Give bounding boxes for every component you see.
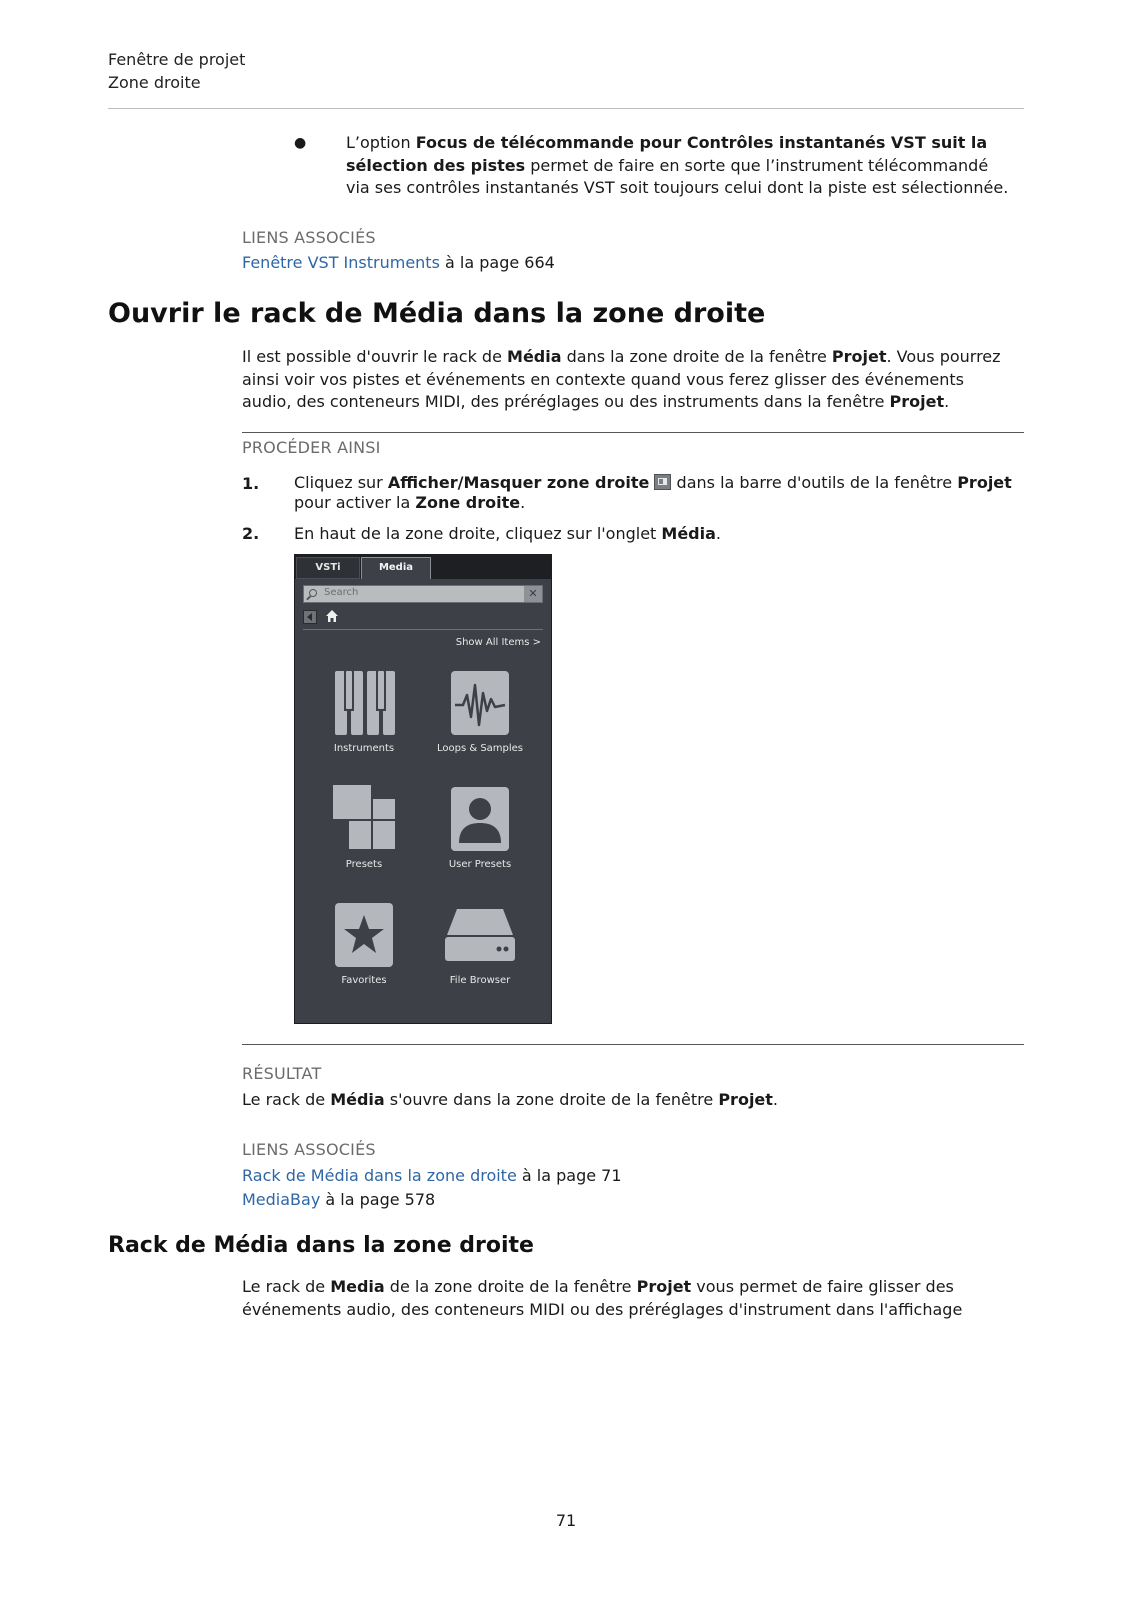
related-link-row: MediaBay à la page 578 <box>242 1190 436 1209</box>
tile-label: File Browser <box>449 975 511 986</box>
tile-user-presets[interactable] <box>425 783 535 870</box>
link-media-rack[interactable]: Rack de Média dans la zone droite <box>242 1166 517 1185</box>
tile-favorites[interactable] <box>309 899 419 986</box>
drive-icon <box>425 899 535 971</box>
rack-search-input[interactable]: Search ✕ <box>303 585 543 603</box>
subsection-text: Le rack de Media de la zone droite de la fenêtre Projet vous permet de faire glisser des événements audio, des conteneurs MIDI ou des préréglages d'instrument dans l'affichage <box>242 1277 963 1319</box>
bullet-dot: ● <box>294 135 307 151</box>
related-link-row: Rack de Média dans la zone droite à la page 71 <box>242 1166 622 1185</box>
step-number: 1. <box>242 474 260 493</box>
page-number: 71 <box>555 1511 577 1530</box>
step-number: 2. <box>242 524 260 543</box>
header-rule <box>108 108 1024 109</box>
related-links-label: LIENS ASSOCIÉS <box>242 228 376 247</box>
section-intro: Il est possible d'ouvrir le rack de Média dans la zone droite de la fenêtre Projet. Vous pourrez ainsi voir vos pistes et événements en contexte quand vous ferez glisser des événements audio, des conteneurs MIDI, des préréglages ou des instruments dans la fenêtre Projet. <box>242 347 1001 411</box>
tile-label: User Presets <box>448 859 512 870</box>
home-icon[interactable] <box>325 609 339 623</box>
result-label: RÉSULTAT <box>242 1064 322 1083</box>
tile-label: Favorites <box>341 975 387 986</box>
tile-file-browser[interactable] <box>425 899 535 986</box>
tab-vsti[interactable]: VSTi <box>296 557 360 579</box>
step-1-text: Cliquez sur Afficher/Masquer zone droite dans la barre d'outils de la fenêtre Projet pour activer la Zone droite. <box>294 473 1012 512</box>
step-2-text: En haut de la zone droite, cliquez sur l'onglet Média. <box>294 524 722 543</box>
link-vst-instruments[interactable]: Fenêtre VST Instruments <box>242 253 440 272</box>
user-icon <box>425 783 535 855</box>
section-title: Ouvrir le rack de Média dans la zone droite <box>108 298 766 329</box>
tile-label: Presets <box>345 859 383 870</box>
running-header-chapter: Fenêtre de projet <box>108 50 246 69</box>
show-all-items-link[interactable]: Show All Items > <box>455 637 541 648</box>
clear-search-icon[interactable]: ✕ <box>524 586 542 602</box>
procedure-rule <box>242 432 1024 433</box>
rack-tab-bar <box>295 555 551 579</box>
presets-grid-icon <box>309 783 419 855</box>
rack-nav-row <box>303 609 543 627</box>
subsection-title: Rack de Média dans la zone droite <box>108 1233 534 1258</box>
search-icon <box>309 589 317 597</box>
result-text: Le rack de Média s'ouvre dans la zone droite de la fenêtre Projet. <box>242 1090 779 1109</box>
related-links-label: LIENS ASSOCIÉS <box>242 1140 376 1159</box>
back-button[interactable] <box>303 610 317 624</box>
toggle-right-zone-icon <box>654 474 671 490</box>
running-header-section: Zone droite <box>108 73 201 92</box>
result-rule <box>242 1044 1024 1045</box>
tile-presets[interactable] <box>309 783 419 870</box>
tile-label: Instruments <box>333 743 395 754</box>
waveform-icon <box>425 667 535 739</box>
bullet-paragraph: L’option Focus de télécommande pour Contrôles instantanés VST suit la sélection des pistes permet de faire en sorte que l’instrument télécommandé via ses contrôles instantanés VST soit toujours celui dont la piste est sélectionnée. <box>346 133 1009 197</box>
piano-keys-icon <box>309 667 419 739</box>
tab-media[interactable]: Media <box>361 557 431 579</box>
procedure-label: PROCÉDER AINSI <box>242 438 381 457</box>
related-link-row: Fenêtre VST Instruments à la page 664 <box>242 253 555 272</box>
tile-instruments[interactable] <box>309 667 419 754</box>
media-rack-screenshot <box>294 554 552 1024</box>
star-icon <box>309 899 419 971</box>
link-mediabay[interactable]: MediaBay <box>242 1190 321 1209</box>
tile-label: Loops & Samples <box>436 743 524 754</box>
tile-loops-samples[interactable] <box>425 667 535 754</box>
